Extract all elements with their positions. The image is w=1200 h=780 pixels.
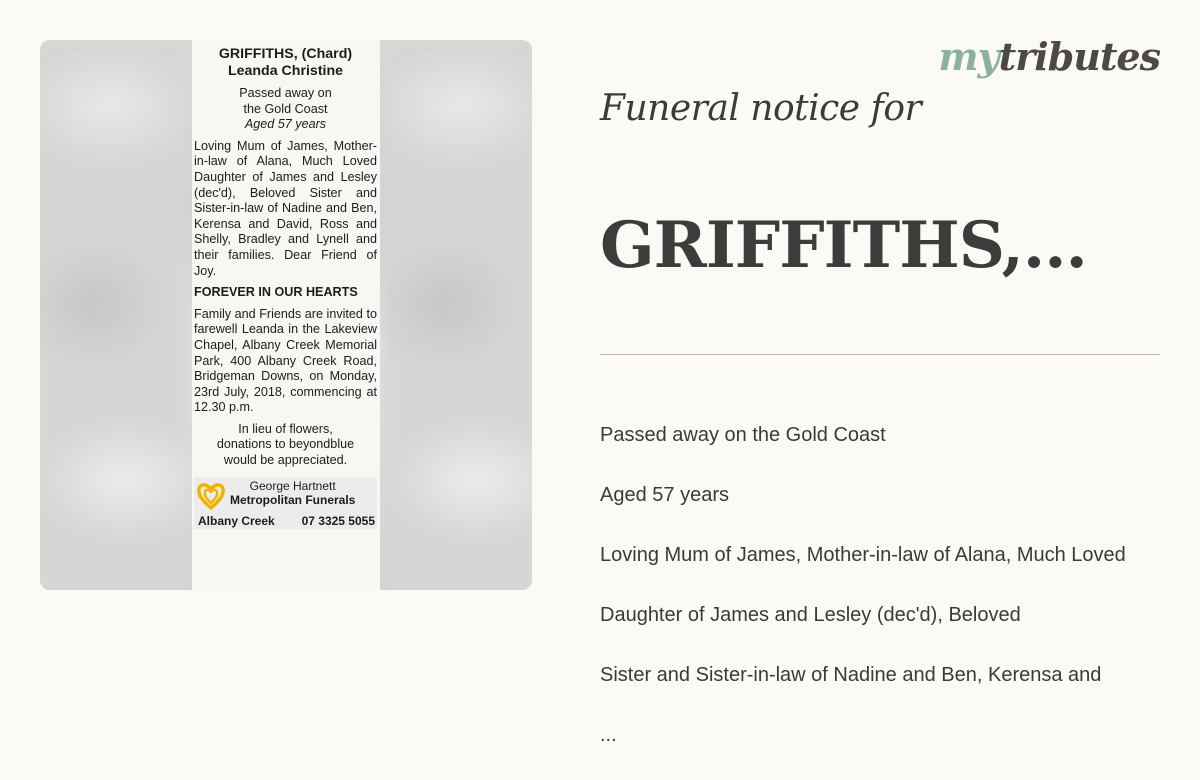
blurred-background-left [40,40,190,590]
notice-flowers-line1: In lieu of flowers, [238,421,333,436]
newspaper-notice [192,40,380,590]
notice-service-text: Family and Friends are invited to farewell Leanda in the Lakeview Chapel, Albany Creek Memorial Park, 400 Albany Creek Road, Bridgeman Downs, on Monday, 23rd July, 2018, commencing at 12.30 p.m. [194,306,377,415]
excerpt-line: Sister and Sister-in-law of Nadine and Ben, Kerensa and [600,664,1102,686]
notice-passed-line1: Passed away on [239,86,332,100]
funeral-director-footer [194,511,377,529]
notice-title-given: Leanda Christine [227,63,344,79]
notice-flowers-line2: donations to beyondblue [216,437,355,452]
notice-excerpt [600,390,1200,780]
notice-title-surname: GRIFFITHS, (Chard) [218,46,353,62]
excerpt-line: Loving Mum of James, Mother-in-law of Alana, Much Loved [600,544,1126,566]
notice-forever-heading: FOREVER IN OUR HEARTS [194,285,358,300]
excerpt-line: Daughter of James and Lesley (dec'd), Beloved [600,604,1021,626]
notice-passed-line2: the Gold Coast [243,101,328,116]
funeral-director-block [194,477,377,511]
excerpt-line: Aged 57 years [600,484,729,506]
page-subtitle: Funeral notice for [600,88,922,129]
funeral-director-company: Metropolitan Funerals [230,492,356,507]
notice-image [40,40,532,590]
notice-family-text: Loving Mum of James, Mother-in-law of Alana, Much Loved Daughter of James and Lesley (dec'd), Beloved Sister and Sister-in-law of Nadine and Ben, Kerensa and David, Ross and Shelly, Bradley and Lynell and their families. Dear Friend of Joy. [194,138,377,278]
notice-age: Aged 57 years [244,117,327,132]
logo-my: my [938,34,999,79]
excerpt-line: Passed away on the Gold Coast [600,424,886,446]
divider [600,354,1160,355]
mytributes-logo [938,34,1160,79]
deceased-name-heading: GRIFFITHS,... [600,208,1087,283]
heart-icon [196,481,226,511]
logo-tributes: tributes [998,34,1160,79]
funeral-director-location: Albany Creek [198,513,275,528]
excerpt-line: ... [600,724,617,746]
blurred-background-right [382,40,532,590]
funeral-director-name: George Hartnett [249,478,336,493]
funeral-director-phone: 07 3325 5055 [301,513,375,528]
notice-flowers-line3: would be appreciated. [223,453,348,468]
